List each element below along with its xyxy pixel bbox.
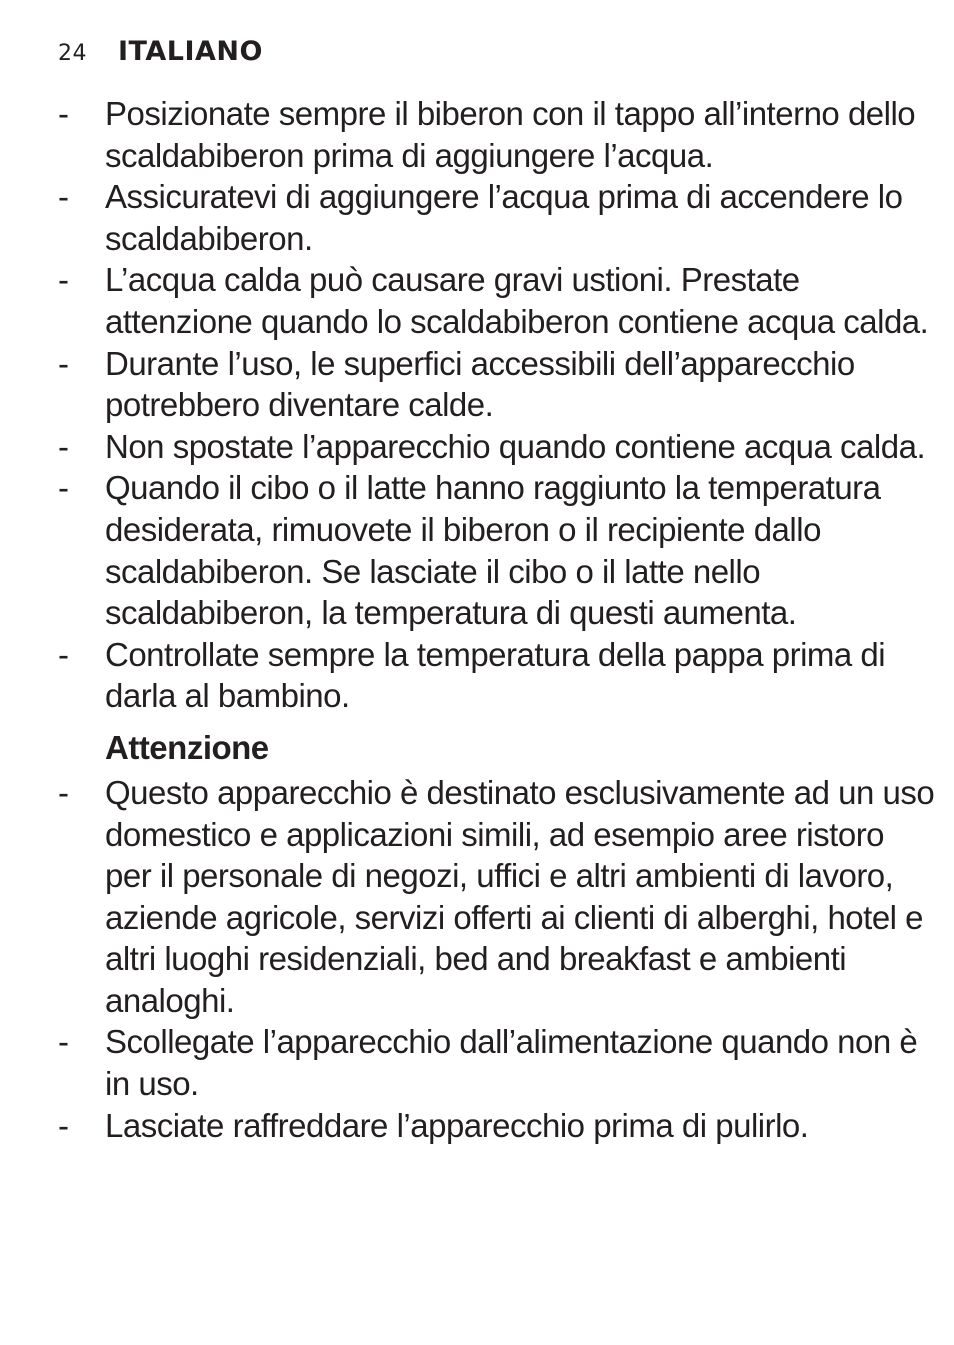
list-item: [58, 467, 938, 633]
list-item-text: Quando il cibo o il latte hanno raggiunto la temperatura desiderata, rimuovete il biberon o il recipiente dallo scaldabiberon. Se lasciate il cibo o il latte nello scaldabiberon, la temperatura di questi aumenta.: [105, 469, 881, 632]
list-item: [58, 772, 938, 1022]
bullet-dash: -: [58, 469, 69, 507]
bullet-dash: -: [58, 427, 69, 465]
page-header: [58, 36, 263, 70]
list-item: [58, 259, 938, 342]
bullet-dash: -: [58, 178, 69, 216]
section-title: ITALIANO: [118, 36, 263, 67]
bullet-dash: -: [58, 1023, 69, 1061]
list-item-text: Scollegate l’apparecchio dall’alimentazione quando non è in uso.: [105, 1023, 918, 1103]
bullet-dash: -: [58, 635, 69, 673]
caution-heading: Attenzione: [105, 728, 269, 766]
bullet-dash: -: [58, 95, 69, 132]
bullet-dash: -: [58, 344, 69, 382]
list-item-text: Non spostate l’apparecchio quando contiene acqua calda.: [105, 427, 926, 465]
page-content: [58, 93, 938, 1146]
list-item-text: Assicuratevi di aggiungere l’acqua prima di accendere lo scaldabiberon.: [105, 178, 903, 257]
caution-list: [58, 772, 938, 1146]
list-item: [58, 343, 938, 426]
page-number: 24: [58, 41, 87, 66]
list-item-text: Controllate sempre la temperatura della pappa prima di darla al bambino.: [105, 635, 886, 715]
bullet-dash: -: [58, 261, 69, 299]
bullet-dash: -: [58, 773, 69, 811]
bullet-dash: -: [58, 1106, 69, 1144]
list-item: [58, 634, 938, 717]
list-item: [58, 1021, 938, 1104]
list-item-text: L’acqua calda può causare gravi ustioni. Prestate attenzione quando lo scaldabiberon contiene acqua calda.: [105, 261, 929, 340]
list-item: [58, 93, 938, 176]
warning-list: [58, 93, 938, 717]
list-item-text: Durante l’uso, le superfici accessibili dell’apparecchio potrebbero diventare calde.: [105, 344, 855, 424]
list-item: [58, 426, 938, 468]
list-item-text: Questo apparecchio è destinato esclusivamente ad un uso domestico e applicazioni simili, ad esempio aree ristoro per il personale di negozi, uffici e altri ambienti di lavoro, aziende agricole, servizi offerti ai clienti di alberghi, hotel e altri luoghi residenziali, bed and breakfast e ambienti analoghi.: [105, 773, 935, 1019]
list-item: [58, 176, 938, 259]
list-item: [58, 1105, 938, 1147]
list-item-text: Lasciate raffreddare l’apparecchio prima di pulirlo.: [105, 1106, 809, 1144]
list-item-text: Posizionate sempre il biberon con il tappo all’interno dello scaldabiberon prima di aggiungere l’acqua.: [105, 95, 916, 174]
